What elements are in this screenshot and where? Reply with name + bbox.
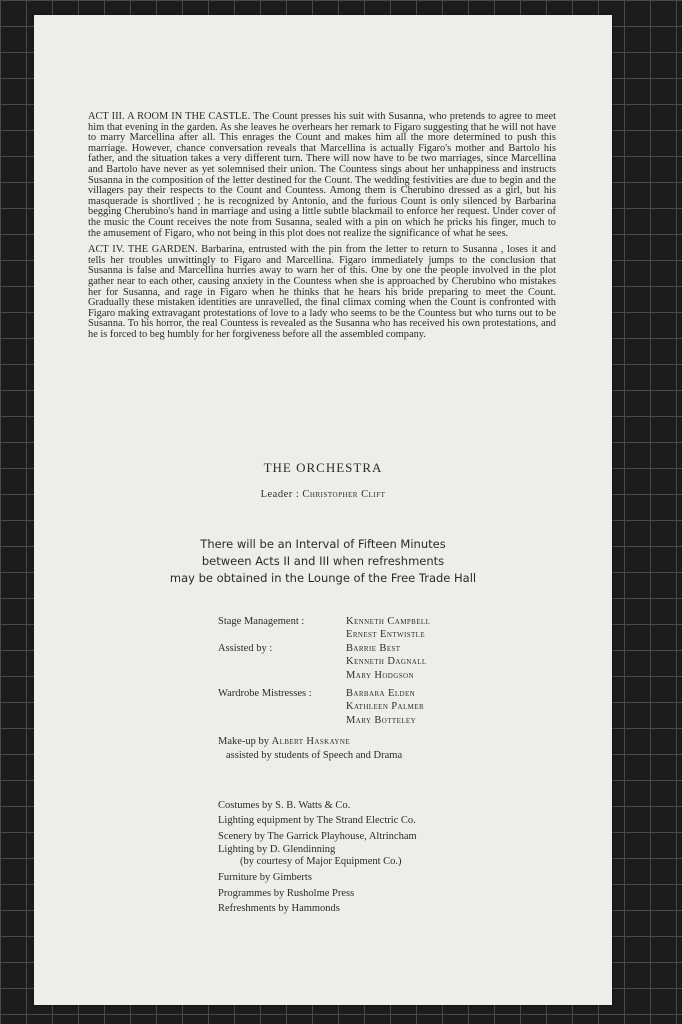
act-three-synopsis: ACT III. A ROOM IN THE CASTLE. The Count presses his suit with Susanna, who pretends to agree to meet him that evening in the garden. As she leaves he overhears her remark to Figaro suggesting that he will not have to marry Marcellina after all. This enrages the Count and makes him all the more determined to push this marriage. However, chance conversation reveals that Marcellina is actually Figaro's mother and Bartolo his father, and the situation takes a very different turn. There will now have to be two marriages, since Marcellina and Bartolo have never as yet solemnised their union. The Countess sings about her unhappiness and instructs Susanna in the composition of the letter destined for the Count. The wedding festivities are due to begin and the villagers pay their respects to the Count and Countess. Among them is Cherubino dressed as a girl, but his masquerade is shortlived ; he is recognized by Antonio, and the furious Count is only silenced by Barbarina begging Cherubino's hand in marriage and using a little subtle blackmail to enforce her request. Under cover of the music the Count receives the note from Susanna, sealed with a pin on which he pricks his finger, much to the amusement of Figaro, who not being in this plot does not realize the significance of what he sees. bbox=[88, 111, 556, 239]
lighting-equipment-credit: Lighting equipment by The Strand Electric Co. bbox=[218, 815, 416, 827]
credit-names bbox=[346, 642, 427, 682]
act-four-synopsis: ACT IV. THE GARDEN. Barbarina, entrusted with the pin from the letter to return to Susanna , loses it and tells her troubles unwittingly to Figaro and Marcellina. Figaro immediately jumps to the conclusion that Susanna is false and Marcellina hurries away to warn her of this. One by one the people involved in the plot gather near to each other, causing anxiety in the Countess when she is approached by Cherubino who mistakes her for Susanna, and rage in Figaro when he thinks that he hears his bride preparing to meet the Count. Gradually these mistaken identities are unravelled, the final climax coming when the Count is confronted with Figaro making extravagant protestations of love to a lady who seems to be the Countess but who turns out to be Susanna. To his horror, the real Countess is revealed as the Susanna who has received his own protestations, and he is forced to beg humbly for her forgiveness before all the assembled company. bbox=[88, 244, 556, 340]
refreshments-credit: Refreshments by Hammonds bbox=[218, 903, 340, 915]
supplier-credits bbox=[218, 798, 558, 916]
leader-name: Christopher Clift bbox=[302, 489, 386, 500]
interval-line: between Acts II and III when refreshments bbox=[201, 554, 445, 568]
makeup-assist: assisted by students of Speech and Drama bbox=[226, 749, 403, 761]
credit-label: Stage Management : bbox=[218, 616, 305, 627]
wardrobe-row bbox=[218, 687, 558, 727]
credit-name: Mary Hodgson bbox=[346, 669, 414, 681]
furniture-credit: Furniture by Gimberts bbox=[218, 872, 312, 884]
credit-label: Assisted by : bbox=[218, 642, 273, 654]
assisted-by-row bbox=[218, 642, 558, 682]
credit-name: Barrie Best bbox=[346, 642, 401, 654]
interval-notice bbox=[34, 536, 612, 587]
credit-name: Barbara Elden bbox=[346, 688, 416, 700]
synopsis bbox=[88, 112, 556, 346]
scenery-credit: Scenery by The Garrick Playhouse, Altrincham bbox=[218, 830, 417, 842]
lighting-courtesy: (by courtesy of Major Equipment Co.) bbox=[240, 856, 402, 868]
interval-line: may be obtained in the Lounge of the Free Trade Hall bbox=[169, 571, 477, 585]
lighting-credit: Lighting by D. Glendinning bbox=[218, 844, 336, 856]
interval-line: There will be an Interval of Fifteen Minutes bbox=[200, 537, 446, 551]
makeup-prefix: Make-up by bbox=[218, 736, 270, 748]
orchestra-leader: Leader : Christopher Clift bbox=[260, 489, 386, 500]
programmes-credit: Programmes by Rusholme Press bbox=[218, 887, 355, 899]
makeup-name: Albert Haskayne bbox=[271, 736, 350, 748]
credit-name: Ernest Entwistle bbox=[346, 629, 426, 641]
makeup-credit bbox=[218, 735, 558, 748]
orchestra-heading: THE ORCHESTRA bbox=[263, 460, 383, 475]
credit-label: Wardrobe Mistresses : bbox=[218, 688, 312, 700]
credit-name: Mary Botteley bbox=[346, 714, 417, 726]
credit-names bbox=[346, 615, 430, 642]
credit-name: Kathleen Palmer bbox=[346, 701, 425, 713]
stage-management-row bbox=[218, 615, 558, 642]
production-credits bbox=[218, 615, 558, 762]
credit-name: Kenneth Campbell bbox=[346, 616, 431, 627]
credit-name: Kenneth Dagnall bbox=[346, 656, 427, 668]
programme-page bbox=[34, 15, 612, 1005]
credit-names bbox=[346, 687, 424, 727]
costumes-credit: Costumes by S. B. Watts & Co. bbox=[218, 800, 351, 811]
